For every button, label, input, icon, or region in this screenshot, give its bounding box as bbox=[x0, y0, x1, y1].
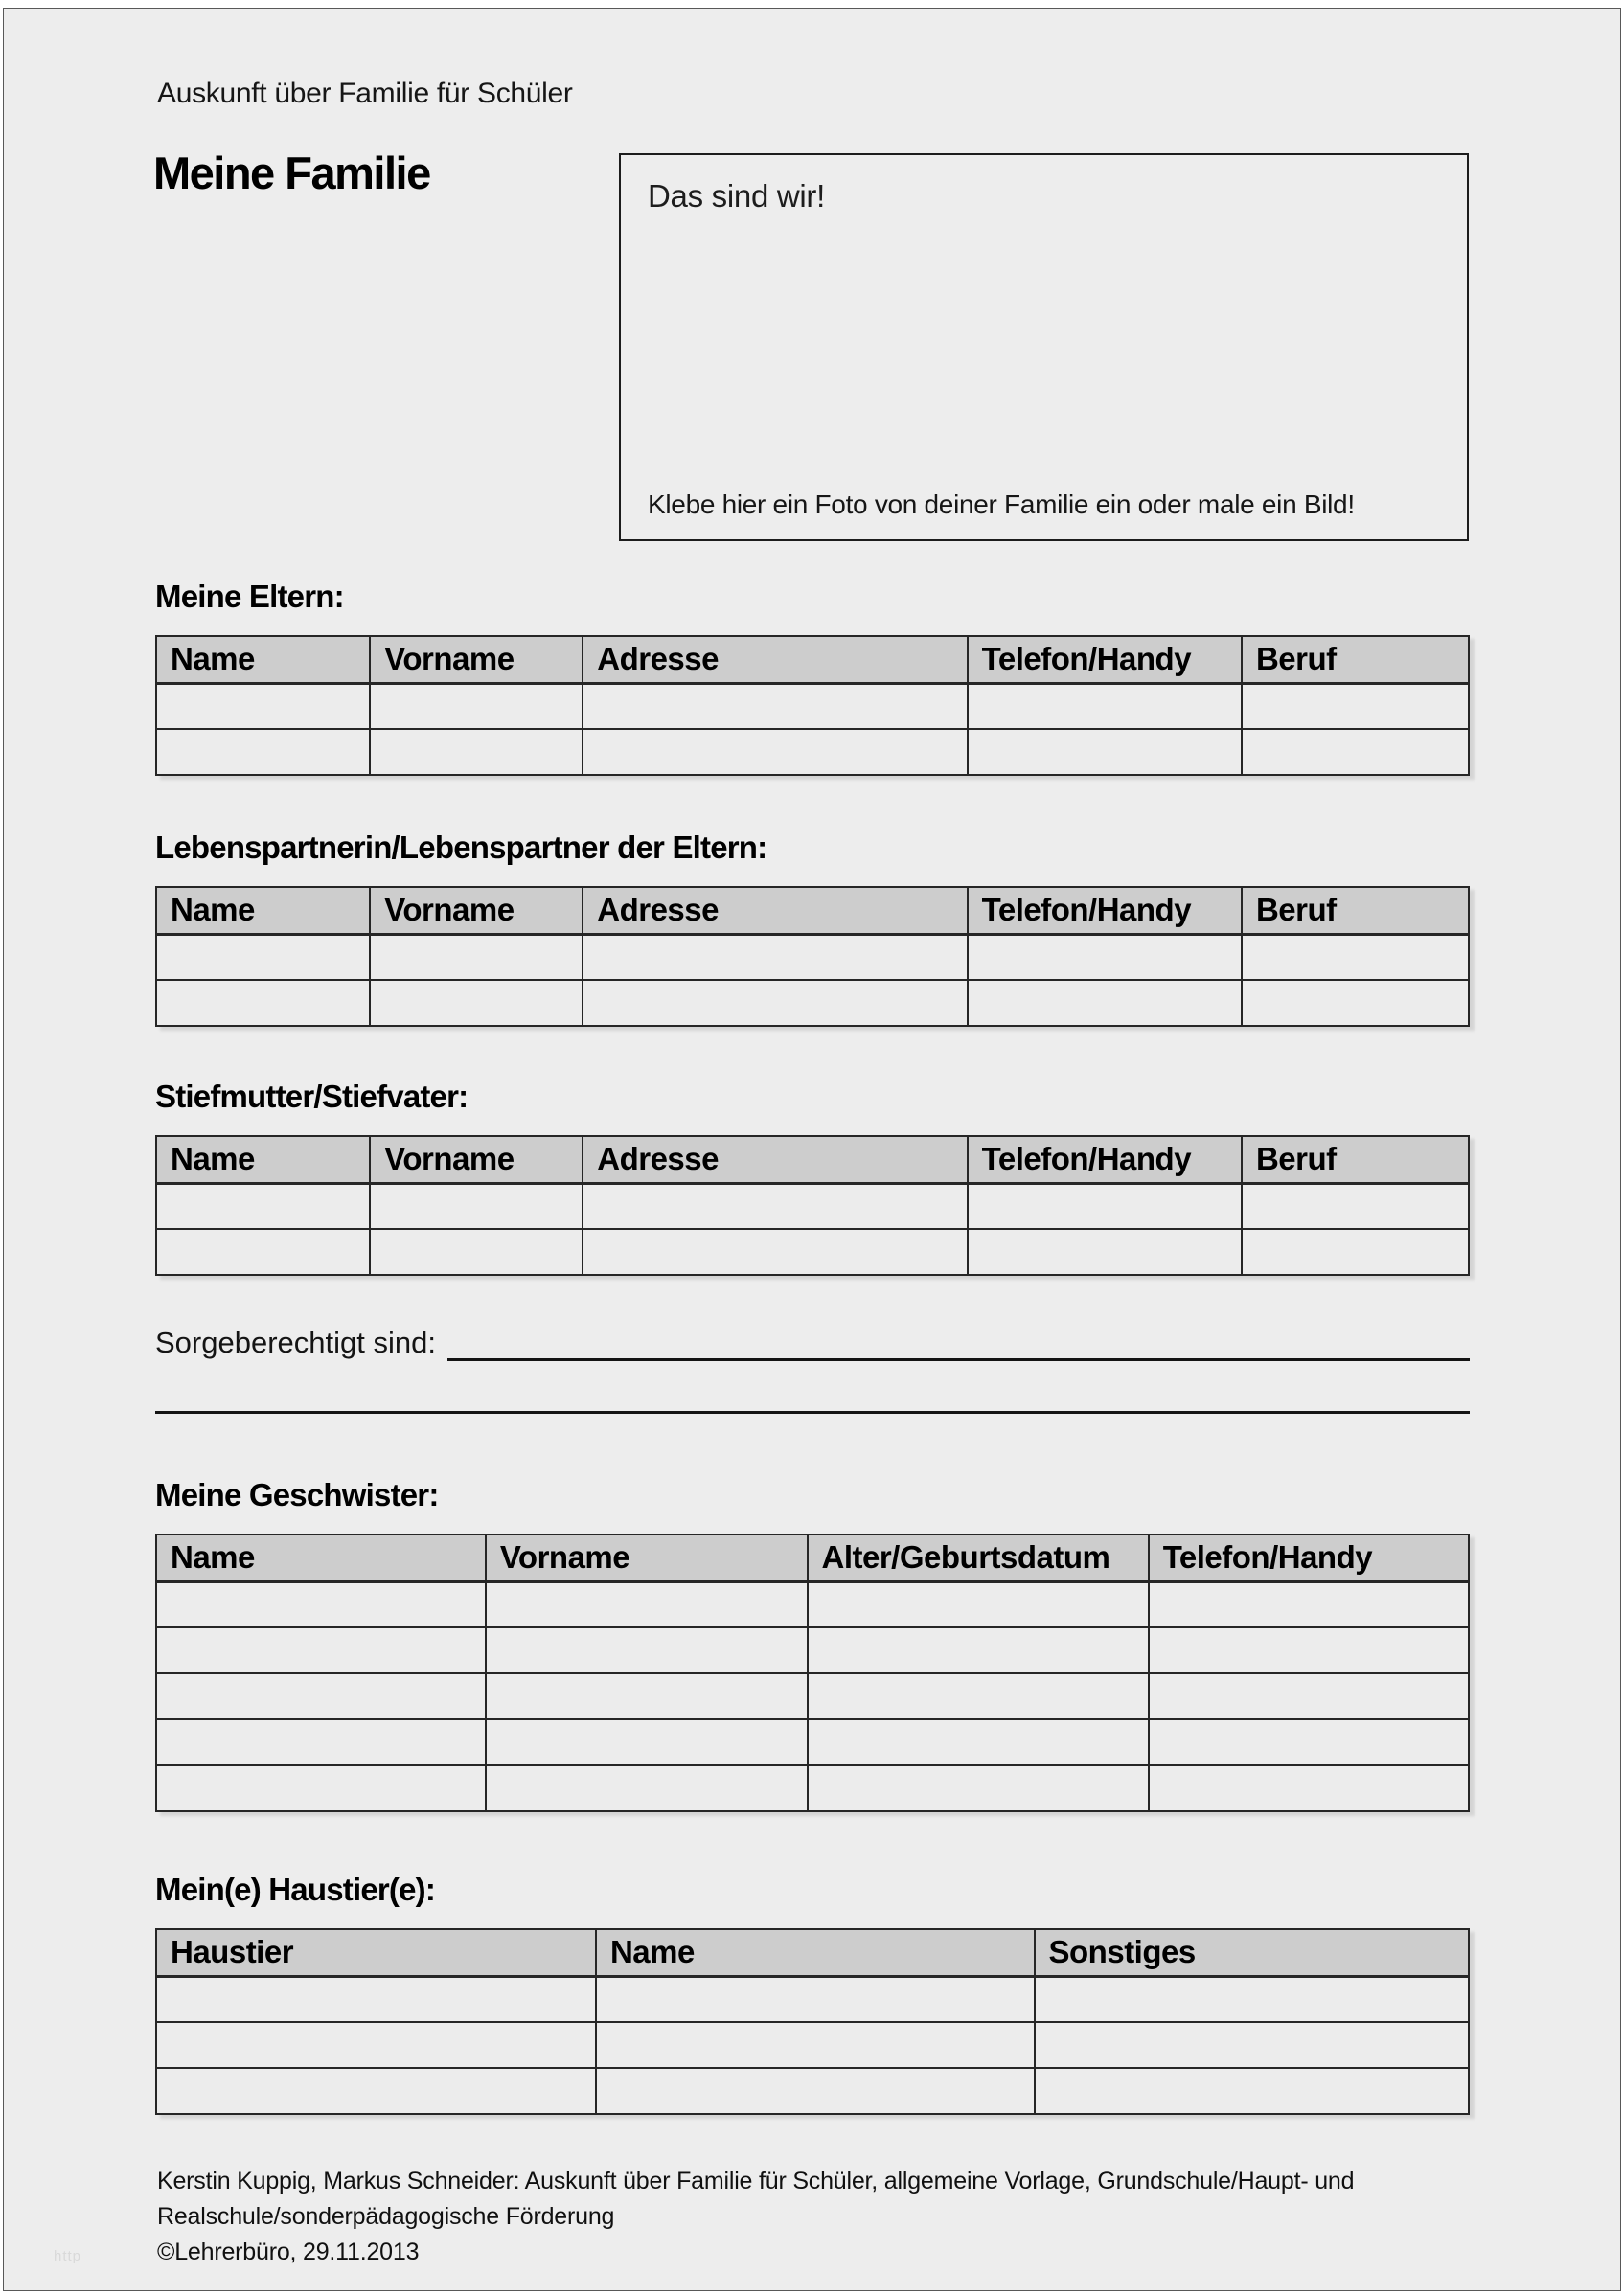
empty-cell bbox=[370, 683, 583, 729]
empty-cell bbox=[156, 1183, 370, 1229]
table-header-row bbox=[156, 636, 1469, 683]
empty-cell bbox=[1035, 2022, 1469, 2068]
empty-cell bbox=[486, 1673, 808, 1719]
empty-row bbox=[156, 1627, 1469, 1673]
empty-cell bbox=[156, 2068, 596, 2114]
empty-cell bbox=[1242, 980, 1469, 1026]
lebenspartner-table bbox=[155, 886, 1470, 1027]
empty-cell bbox=[1149, 1719, 1469, 1765]
section-stiefeltern bbox=[155, 1078, 1470, 1276]
empty-cell bbox=[486, 1719, 808, 1765]
photo-box-caption-bottom: Klebe hier ein Foto von deiner Familie ein oder male ein Bild! bbox=[648, 489, 1355, 519]
column-header: Name bbox=[156, 1136, 370, 1183]
empty-cell bbox=[1149, 1673, 1469, 1719]
empty-cell bbox=[156, 2022, 596, 2068]
section-heading: Meine Geschwister: bbox=[155, 1477, 439, 1512]
section-heading: Meine Eltern: bbox=[155, 579, 344, 614]
page-title: Meine Familie bbox=[153, 148, 430, 198]
empty-cell bbox=[596, 2022, 1035, 2068]
empty-cell bbox=[1242, 729, 1469, 775]
empty-row bbox=[156, 980, 1469, 1026]
empty-cell bbox=[808, 1673, 1149, 1719]
stiefeltern-table bbox=[155, 1135, 1470, 1276]
eltern-table bbox=[155, 635, 1470, 776]
empty-cell bbox=[968, 729, 1242, 775]
empty-cell bbox=[156, 980, 370, 1026]
table-header-row bbox=[156, 1136, 1469, 1183]
geschwister-table bbox=[155, 1534, 1470, 1812]
column-header: Beruf bbox=[1242, 887, 1469, 934]
empty-cell bbox=[1149, 1627, 1469, 1673]
column-header: Adresse bbox=[583, 636, 967, 683]
watermark-text: http bbox=[54, 2248, 82, 2264]
section-geschwister bbox=[155, 1476, 1470, 1812]
empty-cell bbox=[370, 729, 583, 775]
empty-cell bbox=[596, 1976, 1035, 2022]
table-header-row bbox=[156, 887, 1469, 934]
empty-cell bbox=[968, 1229, 1242, 1275]
empty-cell bbox=[1149, 1581, 1469, 1627]
footer-line: ©Lehrerbüro, 29.11.2013 bbox=[157, 2239, 420, 2265]
section-haustiere bbox=[155, 1871, 1470, 2115]
empty-row bbox=[156, 1765, 1469, 1811]
empty-row bbox=[156, 683, 1469, 729]
section-heading: Lebenspartnerin/Lebenspartner der Eltern: bbox=[155, 830, 767, 865]
empty-cell bbox=[156, 934, 370, 980]
empty-row bbox=[156, 1719, 1469, 1765]
column-header: Adresse bbox=[583, 887, 967, 934]
column-header: Haustier bbox=[156, 1929, 596, 1976]
empty-cell bbox=[1242, 1183, 1469, 1229]
empty-cell bbox=[583, 934, 967, 980]
photo-box bbox=[619, 153, 1469, 541]
column-header: Beruf bbox=[1242, 636, 1469, 683]
table-header-row bbox=[156, 1534, 1469, 1581]
empty-row bbox=[156, 1673, 1469, 1719]
section-heading: Stiefmutter/Stiefvater: bbox=[155, 1079, 469, 1114]
column-header: Vorname bbox=[370, 636, 583, 683]
empty-cell bbox=[583, 980, 967, 1026]
empty-cell bbox=[968, 1183, 1242, 1229]
empty-cell bbox=[1149, 1765, 1469, 1811]
column-header: Adresse bbox=[583, 1136, 967, 1183]
column-header: Name bbox=[156, 1534, 486, 1581]
empty-cell bbox=[156, 1765, 486, 1811]
empty-cell bbox=[486, 1581, 808, 1627]
empty-cell bbox=[968, 934, 1242, 980]
empty-cell bbox=[156, 1719, 486, 1765]
empty-cell bbox=[808, 1765, 1149, 1811]
empty-cell bbox=[156, 1673, 486, 1719]
empty-row bbox=[156, 1581, 1469, 1627]
sorgeberechtigt-row bbox=[155, 1323, 1470, 1363]
column-header: Telefon/Handy bbox=[968, 636, 1242, 683]
column-header: Vorname bbox=[486, 1534, 808, 1581]
empty-cell bbox=[1035, 2068, 1469, 2114]
empty-cell bbox=[1242, 683, 1469, 729]
empty-cell bbox=[968, 980, 1242, 1026]
empty-cell bbox=[1242, 1229, 1469, 1275]
photo-box-caption-top: Das sind wir! bbox=[648, 178, 825, 214]
column-header: Beruf bbox=[1242, 1136, 1469, 1183]
empty-cell bbox=[583, 683, 967, 729]
empty-cell bbox=[968, 683, 1242, 729]
empty-row bbox=[156, 1183, 1469, 1229]
section-heading: Mein(e) Haustier(e): bbox=[155, 1872, 436, 1907]
column-header: Name bbox=[156, 636, 370, 683]
empty-cell bbox=[583, 1229, 967, 1275]
empty-cell bbox=[156, 1581, 486, 1627]
column-header: Telefon/Handy bbox=[968, 887, 1242, 934]
column-header: Vorname bbox=[370, 887, 583, 934]
empty-cell bbox=[808, 1627, 1149, 1673]
empty-cell bbox=[370, 1183, 583, 1229]
empty-cell bbox=[156, 1229, 370, 1275]
column-header: Sonstiges bbox=[1035, 1929, 1469, 1976]
empty-cell bbox=[486, 1765, 808, 1811]
page-kicker: Auskunft über Familie für Schüler bbox=[157, 78, 573, 109]
empty-cell bbox=[808, 1719, 1149, 1765]
form-page bbox=[3, 8, 1621, 2291]
empty-row bbox=[156, 729, 1469, 775]
empty-cell bbox=[596, 2068, 1035, 2114]
column-header: Name bbox=[596, 1929, 1035, 1976]
empty-cell bbox=[370, 1229, 583, 1275]
sorgeberechtigt-blank-line-2 bbox=[155, 1411, 1470, 1414]
empty-row bbox=[156, 1229, 1469, 1275]
footer-line: Realschule/sonderpädagogische Förderung bbox=[157, 2203, 615, 2230]
empty-row bbox=[156, 1976, 1469, 2022]
empty-cell bbox=[808, 1581, 1149, 1627]
empty-row bbox=[156, 2022, 1469, 2068]
column-header: Telefon/Handy bbox=[968, 1136, 1242, 1183]
column-header: Name bbox=[156, 887, 370, 934]
empty-cell bbox=[583, 729, 967, 775]
empty-cell bbox=[370, 934, 583, 980]
empty-cell bbox=[1242, 934, 1469, 980]
empty-cell bbox=[583, 1183, 967, 1229]
empty-cell bbox=[156, 1976, 596, 2022]
haustiere-table bbox=[155, 1928, 1470, 2115]
empty-cell bbox=[486, 1627, 808, 1673]
empty-cell bbox=[156, 1627, 486, 1673]
sorgeberechtigt-blank-line bbox=[447, 1323, 1470, 1361]
empty-row bbox=[156, 934, 1469, 980]
footer-credits bbox=[157, 2164, 1354, 2270]
table-header-row bbox=[156, 1929, 1469, 1976]
column-header: Alter/Geburtsdatum bbox=[808, 1534, 1149, 1581]
sorgeberechtigt-label: Sorgeberechtigt sind: bbox=[155, 1326, 436, 1359]
section-eltern bbox=[155, 578, 1470, 776]
section-lebenspartner bbox=[155, 829, 1470, 1027]
empty-cell bbox=[156, 729, 370, 775]
empty-cell bbox=[156, 683, 370, 729]
column-header: Vorname bbox=[370, 1136, 583, 1183]
empty-cell bbox=[1035, 1976, 1469, 2022]
empty-row bbox=[156, 2068, 1469, 2114]
column-header: Telefon/Handy bbox=[1149, 1534, 1469, 1581]
footer-line: Kerstin Kuppig, Markus Schneider: Auskunft über Familie für Schüler, allgemeine Vorlage, Grundschule/Haupt- und bbox=[157, 2168, 1355, 2194]
empty-cell bbox=[370, 980, 583, 1026]
